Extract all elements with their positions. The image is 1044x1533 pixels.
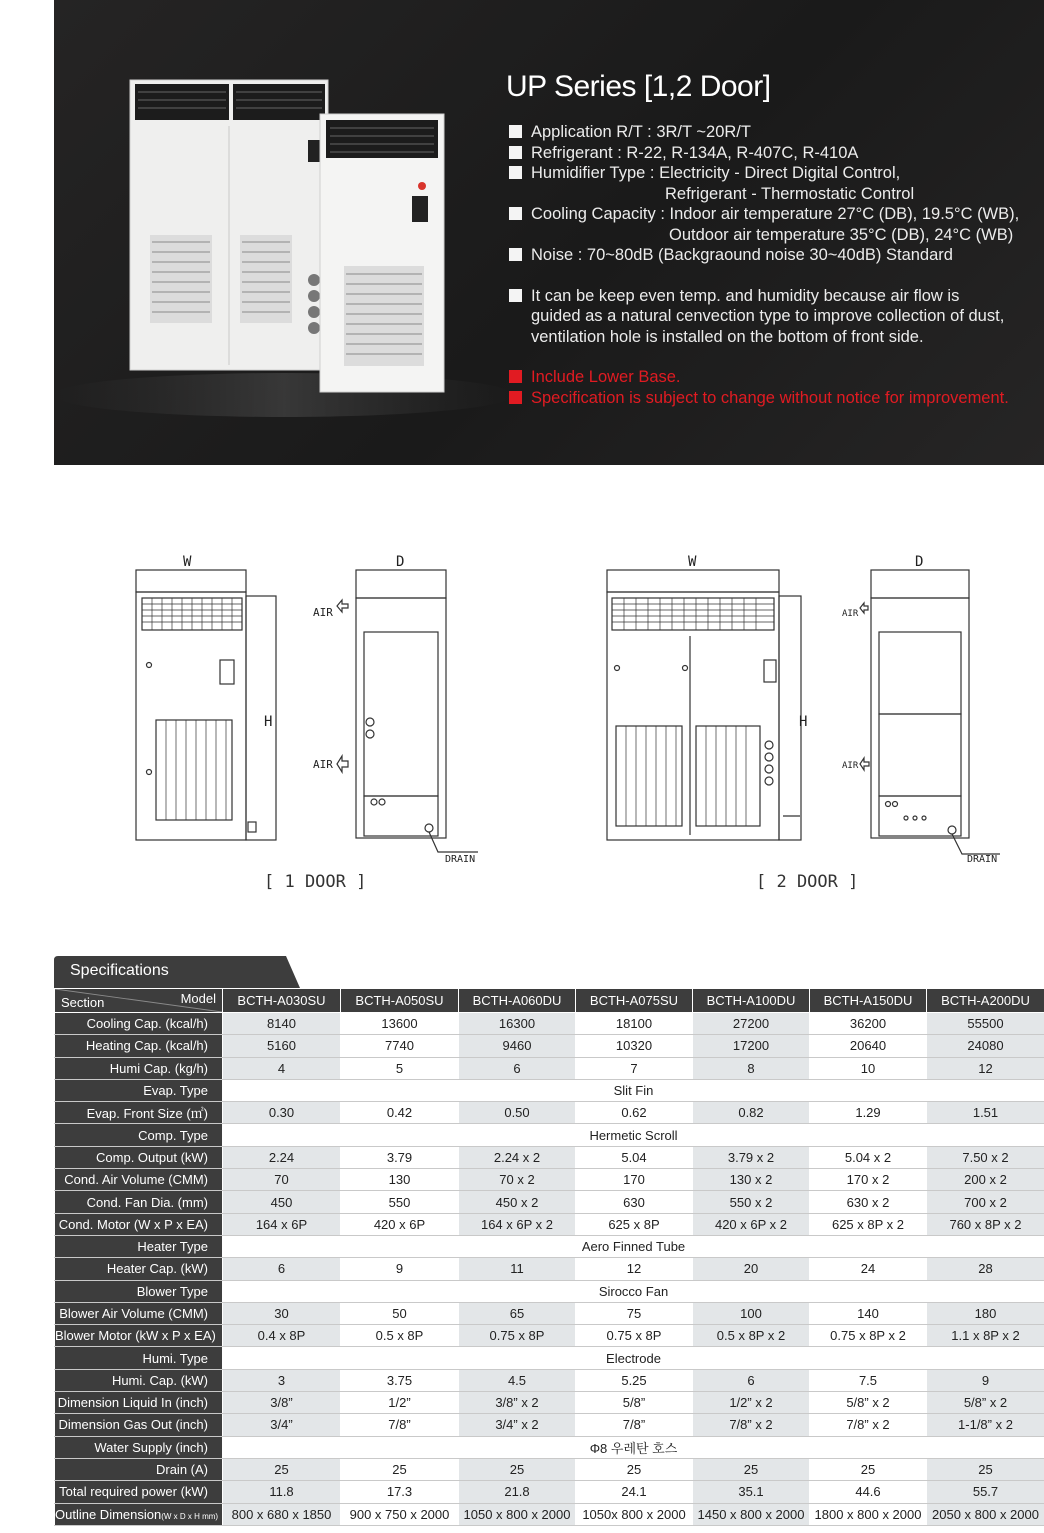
value-cell: 550 x 2 [693, 1191, 810, 1213]
value-cell: 5/8” [576, 1392, 693, 1414]
drain-label: DRAIN [967, 854, 998, 865]
value-cell: 3.75 [341, 1369, 459, 1391]
value-cell: 17.3 [341, 1481, 459, 1503]
value-cell: 760 x 8P x 2 [927, 1213, 1044, 1235]
value-cell: 1450 x 800 x 2000 [693, 1503, 810, 1525]
value-cell: 25 [576, 1458, 693, 1480]
value-cell: 7.50 x 2 [927, 1146, 1044, 1168]
value-cell: 170 [576, 1169, 693, 1191]
value-cell: 16300 [459, 1013, 576, 1035]
value-cell: 420 x 6P [341, 1213, 459, 1235]
row-label-text: Humi. Cap. (kW) [111, 1372, 208, 1388]
value-cell: 2050 x 800 x 2000 [927, 1503, 1044, 1525]
value-cell: 3/8” x 2 [459, 1392, 576, 1414]
value-cell: 9460 [459, 1035, 576, 1057]
air-label: AIR [313, 606, 333, 619]
table-row [55, 1503, 1044, 1525]
model-header: BCTH-A060DU [459, 989, 576, 1013]
value-cell: 9 [927, 1369, 1044, 1391]
spanning-value-cell: Φ8 우레탄 호스 [223, 1436, 1044, 1458]
air-label: AIR [842, 761, 859, 771]
value-cell: 130 [341, 1169, 459, 1191]
value-cell: 6 [459, 1057, 576, 1079]
value-cell: 25 [927, 1458, 1044, 1480]
value-cell: 7/8” [576, 1414, 693, 1436]
row-label [55, 1414, 223, 1436]
spanning-value-cell: Sirocco Fan [223, 1280, 1044, 1302]
table-row [55, 1035, 1044, 1057]
value-cell: 6 [223, 1258, 341, 1280]
value-cell: 1.29 [810, 1102, 927, 1124]
row-label-text: Humi Cap. (kg/h) [109, 1060, 208, 1076]
spanning-value-cell: Hermetic Scroll [223, 1124, 1044, 1146]
row-label [55, 1302, 223, 1324]
value-cell: 4.5 [459, 1369, 576, 1391]
row-label-text: Blower Air Volume (CMM) [59, 1306, 208, 1321]
corner-section-label: Section [61, 995, 105, 1010]
description-line: ventilation hole is installed on the bottom of front side. [531, 327, 924, 346]
value-cell: 625 x 8P x 2 [810, 1213, 927, 1235]
value-cell: 450 x 2 [459, 1191, 576, 1213]
table-corner-cell [55, 989, 223, 1013]
row-label-text: Comp. Type [138, 1127, 208, 1143]
value-cell: 1050x 800 x 2000 [576, 1503, 693, 1525]
value-cell: 1800 x 800 x 2000 [810, 1503, 927, 1525]
value-cell: 630 x 2 [810, 1191, 927, 1213]
description-item [509, 286, 1039, 348]
value-cell: 7/8” [341, 1414, 459, 1436]
value-cell: 5.04 [576, 1146, 693, 1168]
model-header: BCTH-A100DU [693, 989, 810, 1013]
row-label-text: Outline Dimension [55, 1506, 162, 1522]
model-header: BCTH-A150DU [810, 989, 927, 1013]
row-label [55, 1102, 223, 1124]
dimension-drawings-svg [0, 540, 1044, 910]
row-label-text: Heating Cap. (kcal/h) [85, 1038, 208, 1054]
value-cell: 130 x 2 [693, 1169, 810, 1191]
row-label [55, 1481, 223, 1503]
bullet-square-red-icon [509, 370, 522, 383]
value-cell: 21.8 [459, 1481, 576, 1503]
value-cell: 4 [223, 1057, 341, 1079]
value-cell: 700 x 2 [927, 1191, 1044, 1213]
row-label-text: Evap. Type [143, 1083, 208, 1099]
feature-text: Cooling Capacity : Indoor air temperature 27°C (DB), 19.5°C (WB), [531, 205, 1020, 223]
value-cell: 10 [810, 1057, 927, 1079]
value-cell: 3.79 [341, 1146, 459, 1168]
air-label: AIR [313, 758, 333, 771]
value-cell: 70 x 2 [459, 1169, 576, 1191]
spanning-value-cell: Aero Finned Tube [223, 1235, 1044, 1257]
row-label [55, 1124, 223, 1146]
value-cell: 0.50 [459, 1102, 576, 1124]
table-row [55, 1235, 1044, 1257]
value-cell: 0.30 [223, 1102, 341, 1124]
value-cell: 100 [693, 1302, 810, 1324]
hero-title: UP Series [1,2 Door] [506, 70, 771, 103]
value-cell: 1-1/8” x 2 [927, 1414, 1044, 1436]
row-label [55, 1258, 223, 1280]
value-cell: 0.82 [693, 1102, 810, 1124]
value-cell: 3 [223, 1369, 341, 1391]
value-cell: 25 [223, 1458, 341, 1480]
value-cell: 55500 [927, 1013, 1044, 1035]
value-cell: 17200 [693, 1035, 810, 1057]
feature-item [509, 204, 1039, 245]
one-door-front-view [136, 570, 276, 840]
value-cell: 50 [341, 1302, 459, 1324]
row-label [55, 1213, 223, 1235]
feature-item [509, 122, 1039, 143]
value-cell: 36200 [810, 1013, 927, 1035]
table-row [55, 1481, 1044, 1503]
bullet-square-icon [509, 166, 522, 179]
value-cell: 5.25 [576, 1369, 693, 1391]
value-cell: 3/4” x 2 [459, 1414, 576, 1436]
row-label-text: Total required power (kW) [59, 1484, 208, 1500]
value-cell: 1/2” [341, 1392, 459, 1414]
row-label [55, 1347, 223, 1369]
table-row [55, 1102, 1044, 1124]
value-cell: 7 [576, 1057, 693, 1079]
row-label [55, 1436, 223, 1458]
value-cell: 5 [341, 1057, 459, 1079]
table-row [55, 1369, 1044, 1391]
value-cell: 0.5 x 8P [341, 1325, 459, 1347]
feature-text-cont: Refrigerant - Thermostatic Control [665, 184, 915, 203]
bullet-square-red-icon [509, 391, 522, 404]
value-cell: 65 [459, 1302, 576, 1324]
row-label [55, 1503, 223, 1525]
value-cell: 27200 [693, 1013, 810, 1035]
value-cell: 140 [810, 1302, 927, 1324]
value-cell: 35.1 [693, 1481, 810, 1503]
row-label-unit: (W x D x H mm) [161, 1511, 219, 1521]
hero-banner [54, 0, 1044, 465]
value-cell: 0.62 [576, 1102, 693, 1124]
corner-model-label: Model [180, 991, 216, 1006]
table-row [55, 1458, 1044, 1480]
dim-h-label: H [264, 714, 273, 730]
row-label-text: Heater Type [137, 1239, 208, 1255]
spanning-value-cell: Slit Fin [223, 1079, 1044, 1101]
row-label [55, 1235, 223, 1257]
value-cell: 11 [459, 1258, 576, 1280]
dim-w-label: W [688, 554, 697, 570]
value-cell: 5/8” x 2 [927, 1392, 1044, 1414]
air-label: AIR [842, 609, 859, 619]
table-row [55, 1057, 1044, 1079]
dim-w-label: W [183, 554, 192, 570]
row-label [55, 1369, 223, 1391]
table-row [55, 1124, 1044, 1146]
table-row [55, 1258, 1044, 1280]
value-cell: 625 x 8P [576, 1213, 693, 1235]
value-cell: 1.1 x 8P x 2 [927, 1325, 1044, 1347]
value-cell: 450 [223, 1191, 341, 1213]
table-header-row [55, 989, 1044, 1013]
value-cell: 9 [341, 1258, 459, 1280]
value-cell: 6 [693, 1369, 810, 1391]
value-cell: 0.4 x 8P [223, 1325, 341, 1347]
table-row [55, 1347, 1044, 1369]
value-cell: 164 x 6P [223, 1213, 341, 1235]
table-row [55, 1013, 1044, 1035]
row-label [55, 1079, 223, 1101]
row-label [55, 1169, 223, 1191]
model-header: BCTH-A050SU [341, 989, 459, 1013]
feature-item [509, 143, 1039, 164]
value-cell: 24080 [927, 1035, 1044, 1057]
row-label-text: Cond. Fan Dia. (mm) [86, 1194, 208, 1210]
value-cell: 2.24 [223, 1146, 341, 1168]
value-cell: 18100 [576, 1013, 693, 1035]
value-cell: 20 [693, 1258, 810, 1280]
value-cell: 12 [927, 1057, 1044, 1079]
value-cell: 200 x 2 [927, 1169, 1044, 1191]
specifications-table-body [55, 1013, 1044, 1526]
feature-text: Application R/T : 3R/T ~20R/T [531, 123, 751, 141]
value-cell: 7740 [341, 1035, 459, 1057]
value-cell: 11.8 [223, 1481, 341, 1503]
value-cell: 0.75 x 8P [459, 1325, 576, 1347]
value-cell: 7/8” x 2 [693, 1414, 810, 1436]
value-cell: 630 [576, 1191, 693, 1213]
drain-label: DRAIN [445, 854, 476, 865]
model-header: BCTH-A030SU [223, 989, 341, 1013]
value-cell: 13600 [341, 1013, 459, 1035]
note-text: Include Lower Base. [531, 368, 681, 386]
row-label [55, 1035, 223, 1057]
note-item [509, 367, 1039, 388]
description-line: guided as a natural cenvection type to improve collection of dust, [531, 307, 1005, 325]
row-label-text: Humi. Type [142, 1350, 208, 1366]
value-cell: 8 [693, 1057, 810, 1079]
product-photo [54, 60, 514, 420]
feature-text: Humidifier Type : Electricity - Direct Digital Control, [531, 164, 901, 182]
row-label-text: Evap. Front Size (㎡) [86, 1106, 208, 1122]
table-row [55, 1302, 1044, 1324]
row-label-text: Dimension Gas Out (inch) [58, 1417, 208, 1433]
feature-text-cont: Outdoor air temperature 35°C (DB), 24°C (WB) [669, 225, 1014, 244]
value-cell: 75 [576, 1302, 693, 1324]
value-cell: 1.51 [927, 1102, 1044, 1124]
table-row [55, 1079, 1044, 1101]
value-cell: 5/8” x 2 [810, 1392, 927, 1414]
note-item [509, 388, 1039, 409]
dim-d-label: D [915, 554, 924, 570]
row-label [55, 1458, 223, 1480]
table-row [55, 1392, 1044, 1414]
bullet-square-icon [509, 125, 522, 138]
value-cell: 25 [810, 1458, 927, 1480]
value-cell: 28 [927, 1258, 1044, 1280]
value-cell: 24 [810, 1258, 927, 1280]
table-row [55, 1169, 1044, 1191]
row-label [55, 1325, 223, 1347]
value-cell: 10320 [576, 1035, 693, 1057]
bullet-square-icon [509, 289, 522, 302]
feature-text: Refrigerant : R-22, R-134A, R-407C, R-410A [531, 143, 859, 162]
value-cell: 8140 [223, 1013, 341, 1035]
value-cell: 0.75 x 8P [576, 1325, 693, 1347]
row-label [55, 1280, 223, 1302]
technical-drawings [0, 540, 1044, 910]
value-cell: 0.42 [341, 1102, 459, 1124]
value-cell: 164 x 6P x 2 [459, 1213, 576, 1235]
specifications-table [54, 988, 1044, 1526]
two-door-caption: [ 2 DOOR ] [756, 872, 859, 892]
value-cell: 25 [693, 1458, 810, 1480]
bullet-square-icon [509, 146, 522, 159]
value-cell: 3.79 x 2 [693, 1146, 810, 1168]
bullet-square-icon [509, 207, 522, 220]
value-cell: 24.1 [576, 1481, 693, 1503]
table-row [55, 1280, 1044, 1302]
row-label-text: Cond. Air Volume (CMM) [64, 1172, 208, 1188]
bullet-square-icon [509, 248, 522, 261]
row-label [55, 1057, 223, 1079]
feature-item [509, 245, 1039, 266]
value-cell: 3/4” [223, 1414, 341, 1436]
value-cell: 420 x 6P x 2 [693, 1213, 810, 1235]
value-cell: 170 x 2 [810, 1169, 927, 1191]
feature-list [509, 122, 1039, 408]
row-label [55, 1146, 223, 1168]
model-header: BCTH-A075SU [576, 989, 693, 1013]
value-cell: 5.04 x 2 [810, 1146, 927, 1168]
row-label-text: Blower Motor (kW x P x EA) [55, 1328, 216, 1344]
description-line: It can be keep even temp. and humidity because air flow is [531, 286, 960, 305]
row-label-text: Cooling Cap. (kcal/h) [86, 1016, 208, 1032]
value-cell: 20640 [810, 1035, 927, 1057]
value-cell: 2.24 x 2 [459, 1146, 576, 1168]
model-header: BCTH-A200DU [927, 989, 1044, 1013]
feature-item [509, 163, 1039, 204]
value-cell: 55.7 [927, 1481, 1044, 1503]
value-cell: 3/8” [223, 1392, 341, 1414]
table-row [55, 1436, 1044, 1458]
row-label-text: Blower Type [136, 1283, 208, 1299]
value-cell: 0.75 x 8P x 2 [810, 1325, 927, 1347]
specifications-title: Specifications [70, 962, 169, 979]
spanning-value-cell: Electrode [223, 1347, 1044, 1369]
value-cell: 5160 [223, 1035, 341, 1057]
two-door-side-view [871, 570, 1000, 854]
value-cell: 12 [576, 1258, 693, 1280]
value-cell: 1050 x 800 x 2000 [459, 1503, 576, 1525]
value-cell: 550 [341, 1191, 459, 1213]
value-cell: 70 [223, 1169, 341, 1191]
value-cell: 900 x 750 x 2000 [341, 1503, 459, 1525]
value-cell: 1/2” x 2 [693, 1392, 810, 1414]
row-label-text: Comp. Output (kW) [96, 1149, 208, 1165]
value-cell: 25 [341, 1458, 459, 1480]
dim-h-label: H [799, 714, 808, 730]
value-cell: 44.6 [810, 1481, 927, 1503]
dim-d-label: D [396, 554, 405, 570]
row-label [55, 1191, 223, 1213]
value-cell: 25 [459, 1458, 576, 1480]
value-cell: 7/8” x 2 [810, 1414, 927, 1436]
row-label [55, 1392, 223, 1414]
value-cell: 7.5 [810, 1369, 927, 1391]
row-label-text: Dimension Liquid In (inch) [57, 1395, 208, 1411]
table-row [55, 1325, 1044, 1347]
table-row [55, 1213, 1044, 1235]
value-cell: 0.5 x 8P x 2 [693, 1325, 810, 1347]
note-text: Specification is subject to change without notice for improvement. [531, 388, 1009, 407]
value-cell: 800 x 680 x 1850 [223, 1503, 341, 1525]
table-row [55, 1191, 1044, 1213]
row-label-text: Water Supply (inch) [94, 1439, 208, 1455]
row-label [55, 1013, 223, 1035]
one-door-side-view [356, 570, 478, 852]
feature-text: Noise : 70~80dB (Backgraound noise 30~40dB) Standard [531, 246, 953, 264]
table-row [55, 1146, 1044, 1168]
table-row [55, 1414, 1044, 1436]
row-label-text: Cond. Motor (W x P x EA) [58, 1216, 208, 1232]
one-door-caption: [ 1 DOOR ] [264, 872, 367, 892]
value-cell: 180 [927, 1302, 1044, 1324]
value-cell: 30 [223, 1302, 341, 1324]
two-door-front-view [607, 570, 801, 840]
row-label-text: Heater Cap. (kW) [106, 1261, 208, 1277]
row-label-text: Drain (A) [155, 1462, 208, 1478]
